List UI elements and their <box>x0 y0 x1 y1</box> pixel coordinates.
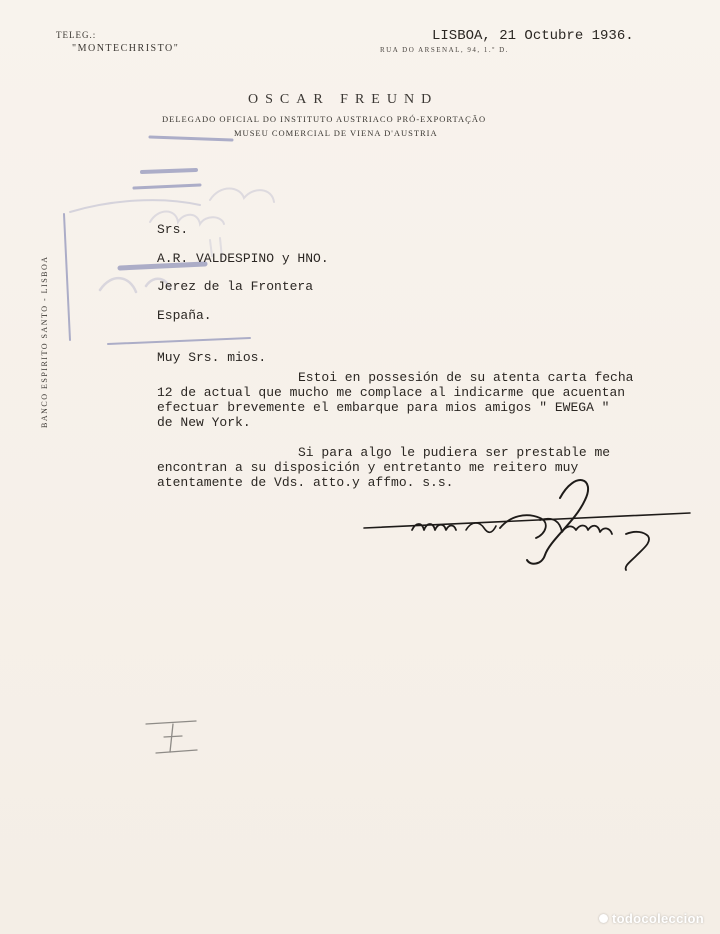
paragraph-1-line-1: Estoi en possesión de su atenta carta fecha <box>298 370 634 385</box>
paragraph-1-line-3: efectuar brevemente el embarque para mios amigos " EWEGA " <box>157 400 610 415</box>
telegraph-address: "MONTECHRISTO" <box>72 43 180 54</box>
recipient-country: España. <box>157 308 212 323</box>
pencil-mark <box>146 721 197 753</box>
stamp-stroke <box>108 338 250 344</box>
salutation-short: Srs. <box>157 222 189 237</box>
bank-vertical-text: BANCO ESPIRITO SANTO - LISBOA <box>40 255 49 428</box>
recipient-name: A.R. VALDESPINO y HNO. <box>157 251 329 266</box>
watermark <box>599 911 704 926</box>
street-address: RUA DO ARSENAL, 94, 1.º D. <box>380 46 509 54</box>
watermark-logo-icon <box>599 914 608 923</box>
stamp-stroke <box>70 200 200 212</box>
stamp-stroke <box>150 137 232 140</box>
firm-description-line-2: MUSEU COMERCIAL DE VIENA D'AUSTRIA <box>234 128 438 138</box>
signature <box>364 480 690 570</box>
stamp-stroke <box>142 170 196 172</box>
paragraph-2-line-3: atentamente de Vds. atto.y affmo. s.s. <box>157 475 454 490</box>
paragraph-1-line-4: de New York. <box>157 415 251 430</box>
paragraph-2-line-1: Si para algo le pudiera ser prestable me <box>298 445 611 460</box>
paragraph-2-line-2: encontran a su disposición y entretanto me reitero muy <box>157 460 579 475</box>
recipient-city: Jerez de la Frontera <box>157 279 314 294</box>
paragraph-1-line-2: 12 de actual que mucho me complace al indicarme que acuentan <box>157 385 626 400</box>
watermark-text: todocoleccion <box>611 911 704 926</box>
stamp-stroke <box>134 185 200 188</box>
place-and-date: LISBOA, 21 Octubre 1936. <box>432 28 634 44</box>
stamp-script <box>210 189 274 203</box>
telegraph-label: TELEG.: <box>56 30 97 40</box>
greeting: Muy Srs. mios. <box>157 350 267 365</box>
firm-name: OSCAR FREUND <box>248 92 439 107</box>
firm-description-line-1: DELEGADO OFICIAL DO INSTITUTO AUSTRIACO PRÓ-EXPORTAÇÃO <box>162 114 487 124</box>
stamp-stroke <box>64 214 70 340</box>
